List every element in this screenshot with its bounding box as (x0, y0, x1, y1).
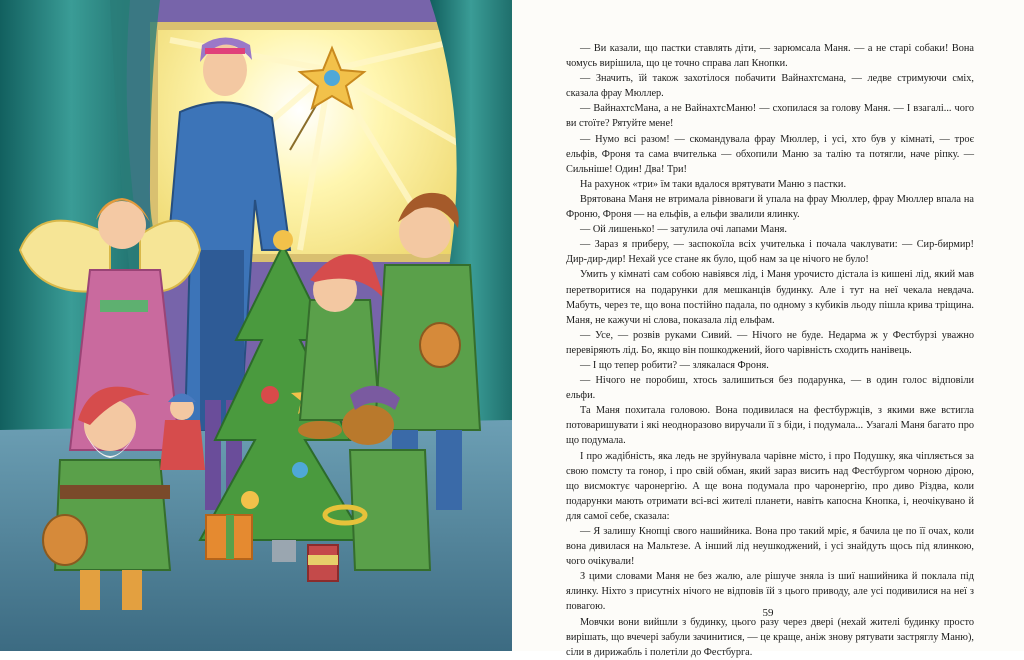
paragraph: — Значить, їй також захотілося побачити Вайнахтсмана, — ледве стримуючи сміх, сказала фрау Мюллер. (566, 73, 974, 100)
text-page (512, 0, 1024, 658)
body-text (566, 41, 974, 660)
illustration (0, 0, 512, 651)
paragraph: На рахунок «три» їм таки вдалося врятувати Маню з пастки. (580, 178, 847, 190)
paragraph: — Усе, — розвів руками Сивий. — Нічого не буде. Недарма ж у Фестбурзі уважно перевіряють лід. Бо, якщо він пошкоджений, його чарівність сходить нанівець. (566, 329, 974, 356)
paragraph: — ВайнахтсМана, а не ВайнахтсМаню! — схопилася за голову Маня. — І взагалі... чого ви стоїте? Рятуйте мене! (566, 103, 974, 130)
paragraph: Та Маня похитала головою. Вона подивилася на фестбуржців, з якими вже встигла потоваришувати і які неодноразово виручали її з біди, і подумала... Узагалі Маня багато про що подумала. (566, 405, 974, 447)
paragraph: — Ой лишенько! — затулила очі лапами Маня. (580, 224, 787, 236)
paragraph: З цими словами Маня не без жалю, але рішуче зняла із шиї нашийника й поклала під ялинку. Ніхто з присутніх нічого не відповів їй з цього приводу, але усі подивилися на неї з повагою. (566, 571, 974, 613)
illustration-art (0, 0, 512, 651)
paragraph: Врятована Маня не втримала рівноваги й упала на фрау Мюллер, фрау Мюллер впала на Фроню, Фроня — на ельфів, а ельфи звалили ялинку. (566, 193, 974, 221)
paragraph: Мовчки вони вийшли з будинку, цього разу через двері (нехай жителі будинку просто вирішать, що вчечері забули зачинитися, — це краще, аніж знову рятувати застряглу Маню), сіли в дирижабль і полетіли до Фестбурга. (566, 616, 974, 658)
paragraph: — Нумо всі разом! — скомандувала фрау Мюллер, і усі, хто був у кімнаті, — троє ельфів, Фроня та сама вчителька — обхопили Маню за талію та потягли, наче ріпку. — Сильніше! Один! Два! Три! (566, 133, 974, 175)
paragraph: — Ви казали, що пастки ставлять діти, — зарюмсала Маня. — а не старі собаки! Вона чомусь вирішила, що це точно справа лап Кнопки. (566, 43, 974, 70)
paragraph: — І що тепер робити? — злякалася Фроня. (580, 359, 769, 371)
paragraph: Умить у кімнаті сам собою навіявся лід, і Маня урочисто дістала із кишені лід, який мав перетворитися на подарунки для мешканців будинку. Але і тут на неї чекала невдача. Мабуть, через те, що вона постійно падала, по одному з кубиків льоду пішла крива тріщина. Маня, не кажучи ні слова, показала лід ельфам. (566, 269, 974, 326)
paragraph: — Нічого не поробиш, хтось залишиться без подарунка, — в один голос відповіли ельфи. (566, 375, 974, 402)
paragraph: — Я залишу Кнопці свого нашийника. Вона про такий мріє, я бачила це по її очах, коли вона дивилася на Мальтезе. А інший лід неушкоджений, і усі знайдуть щось під ялинкою, чого очікували! (566, 526, 974, 568)
paragraph: І про жадібність, яка ледь не зруйнувала чарівне місто, і про Подушку, яка чіпляється за свою помсту та гонор, і про свій обман, який зараз висить над Фестбургом чорною дірою, що висмоктує чаронергію. А ще вона подумала про чаронергію, про диво Різдва, коли подарунки мають отримати всі-всі жителі планети, навіть капосна Кнопка, і, неочікувано й для самої себе, сказала: (566, 450, 974, 522)
paragraph: — Зараз я приберу, — заспокоїла всіх учителька і почала чаклувати: — Сир-бирмир! Дир-дир-дир! Нехай усе стане як було, щоб нам за це нічого не було! (566, 239, 974, 266)
page-number: 59 (762, 607, 774, 619)
